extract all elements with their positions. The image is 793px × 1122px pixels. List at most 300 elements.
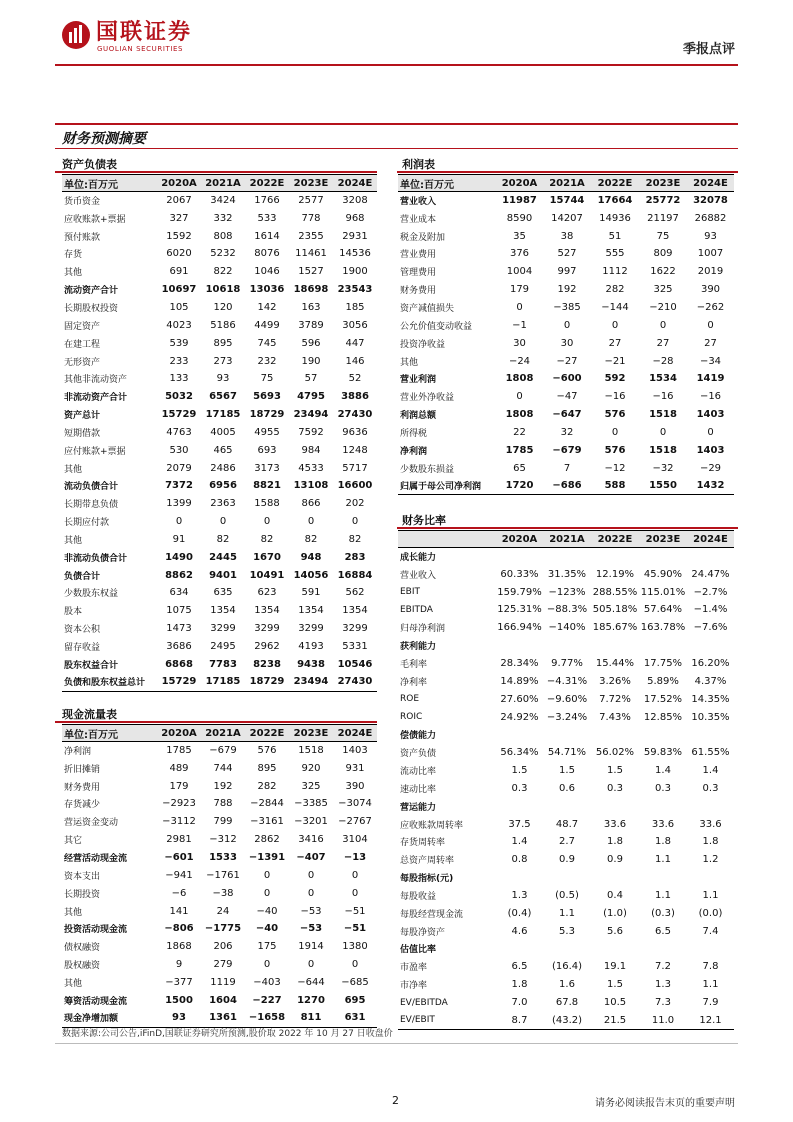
report-type: 季报点评 [682,42,735,57]
cell-value: 35 [513,230,526,242]
cell-value: 1119 [210,976,236,988]
cell-value: 192 [213,780,233,792]
cell-value: −377 [165,976,193,988]
cell-value: 693 [257,444,277,456]
cell-value: 691 [169,266,189,278]
row-label: 非流动资产合计 [64,393,128,404]
cell-value [591,797,639,815]
cell-value: 5186 [210,319,236,331]
table-row [398,299,734,317]
table-row [62,192,377,210]
cell-value: 576 [257,745,277,757]
cell-value: 1473 [166,623,192,635]
cell-value: 0 [707,319,714,331]
cell-value: 4955 [254,426,280,438]
cell-value: 51 [608,230,622,242]
table-row [398,1011,734,1029]
table-row [398,958,734,976]
cell-value: 5032 [165,391,193,403]
cell-value: 0.4 [607,889,623,901]
cell-value: 0 [351,869,359,881]
table-row [62,584,377,602]
row-label: 营业收入 [400,197,437,208]
cell-value: −679 [209,745,237,757]
cell-value: 15.44% [595,657,635,669]
cell-value: 1.8 [607,836,623,848]
row-label: 每股经营现金流 [400,909,464,920]
row-label: 流动比率 [400,767,437,778]
cell-value: 489 [169,762,189,774]
table-row [62,263,377,281]
cell-value: 3104 [342,834,368,846]
table-row [62,795,377,813]
cell-value: 1354 [254,605,280,617]
row-label: 存货 [64,250,83,261]
cash-flow-rule [55,721,377,723]
cell-value: −407 [296,851,326,863]
cell-value: 60.33% [500,568,539,580]
cell-value: (0.0) [698,907,723,919]
cell-value: 10697 [161,284,197,296]
table-row [62,920,377,938]
table-row [398,655,734,673]
cell-value: 14207 [551,212,583,224]
ratios-table [398,530,734,1030]
column-header-year: 2023E [289,175,333,192]
cell-value: 1007 [697,248,724,260]
row-label: 市净率 [400,981,428,992]
cell-value: 1.1 [655,889,671,901]
cell-value: 1046 [254,266,280,278]
cell-value: 2445 [209,551,237,563]
row-label: 长期投资 [64,889,101,900]
cell-value: 27.60% [500,693,539,705]
table-row [62,620,377,638]
row-label: 财务费用 [400,286,437,297]
cell-value: −28 [652,355,674,367]
cell-value: 327 [169,212,189,224]
row-label: 市盈率 [400,963,428,974]
cell-value: 447 [345,337,365,349]
cell-value: 4499 [254,319,280,331]
cell-value: 1004 [506,266,533,278]
cell-value: 10491 [249,569,285,581]
cell-value: 30 [560,337,574,349]
cell-value: 1.3 [511,889,528,901]
cell-value: 93 [157,1009,201,1027]
cell-value: −13 [343,851,367,863]
cell-value: 3173 [254,462,280,474]
cell-value: 984 [301,444,321,456]
cell-value: 82 [304,533,318,545]
cell-value: 288.55% [592,586,638,598]
cell-value: 0.8 [511,854,528,866]
row-label: 财务费用 [64,782,101,793]
table-row [398,904,734,922]
cell-value: 1.4 [511,836,528,848]
cell-value: 7.2 [655,961,671,973]
cell-value [543,797,591,815]
table-row [62,370,377,388]
cell-value: 1.5 [559,765,575,777]
cell-value [639,637,687,655]
cell-value: 0 [516,301,523,313]
table-row [62,406,377,424]
cell-value [639,548,687,566]
cell-value: 0.3 [702,782,719,794]
cell-value: 0 [307,887,315,899]
cell-value: 32 [560,426,574,438]
cell-value [687,726,734,744]
cell-value: 13108 [293,480,329,492]
row-label: 存货周转率 [400,838,446,849]
cell-value [543,548,591,566]
cell-value: 0 [219,516,227,528]
cell-value: 1.5 [607,979,623,991]
cell-value [687,548,734,566]
cell-value: 2486 [210,462,236,474]
section-title: 财务预测摘要 [62,131,146,147]
cell-value: 6.5 [655,925,671,937]
row-label: 每股净资产 [400,927,446,938]
column-header-unit: 单位:百万元 [62,175,157,192]
table-row [398,459,734,477]
cell-value: 948 [300,551,322,563]
row-label: 净利润 [64,747,92,758]
cell-value: 1403 [696,444,725,456]
cell-value: 18698 [293,284,329,296]
row-label: 每股收益 [400,891,437,902]
cell-value: 15729 [161,409,197,421]
cell-value: 8238 [253,658,281,670]
table-row [62,777,377,795]
cell-value: 7.43% [599,711,631,723]
row-label: 长期带息负债 [64,500,119,511]
cell-value: −2767 [338,816,372,828]
cell-value: −1775 [204,923,242,935]
cell-value [591,940,639,958]
row-label: 每股指标(元) [400,874,454,885]
cell-value: 5.3 [559,925,575,937]
table-row [398,477,734,495]
cell-value: 26882 [694,212,727,224]
footer-divider [55,1043,738,1044]
row-label: 净利润 [400,446,428,457]
cell-value: 0 [351,516,359,528]
cell-value: 2363 [210,498,236,510]
row-label: 其他 [400,357,419,368]
cell-value: −3161 [250,816,284,828]
cell-value: 1.5 [607,765,623,777]
cell-value: 163.78% [640,622,686,634]
cell-value: −4.31% [546,675,588,687]
cell-value: 811 [289,1009,333,1027]
cell-value: 4193 [298,641,324,653]
cell-value: 54.71% [547,747,587,759]
column-header-year: 2024E [687,175,734,192]
cell-value: −2844 [250,798,284,810]
cell-value: 22 [513,426,526,438]
cell-value: −51 [344,905,366,917]
column-header-year: 2021A [201,175,245,192]
table-row [398,227,734,245]
cell-value: 1270 [297,994,325,1006]
cell-value: 0.6 [559,782,575,794]
cell-value: 10.5 [603,997,627,1009]
cell-value: 0 [659,319,667,331]
row-label: 其他 [64,907,83,918]
cell-value: 1403 [696,409,725,421]
cell-value: 9 [175,959,183,971]
table-row [62,477,377,495]
cell-value: 25772 [645,195,681,207]
cell-value: −1761 [206,869,240,881]
cell-value [639,797,687,815]
cell-value: 799 [213,816,233,828]
cell-value [496,726,543,744]
cell-value: 325 [653,284,673,296]
cell-value: 631 [333,1009,377,1027]
cell-value: 283 [344,551,366,563]
table-row [398,690,734,708]
table-row [62,742,377,760]
cell-value: 232 [257,355,277,367]
cell-value: 5717 [342,462,368,474]
cell-value: 14056 [293,569,329,581]
header-divider [55,64,738,66]
row-label: ROIC [400,712,423,723]
cell-value: 1.1 [655,854,671,866]
row-label: 其他非流动资产 [64,375,128,386]
cell-value: 1914 [298,941,324,953]
cell-value: 555 [605,248,625,260]
table-row [62,813,377,831]
row-label: 应收账款周转率 [400,820,464,831]
column-header-year: 2023E [289,725,333,742]
cell-value: 33.6 [603,818,627,830]
cell-value: −2923 [162,798,196,810]
cell-value: 1.2 [702,854,719,866]
table-row [398,423,734,441]
table-row [62,441,377,459]
cell-value: −3074 [338,798,372,810]
cell-value: 3789 [298,319,324,331]
row-label: 净利率 [400,677,428,688]
cell-value: 591 [301,587,321,599]
cell-value: −941 [165,869,193,881]
cell-value: 1380 [342,941,368,953]
cell-value: 0 [263,887,271,899]
cell-value [591,637,639,655]
cell-value: −140% [548,622,586,634]
table-row [62,548,377,566]
row-label: 所得税 [400,428,428,439]
table-row [62,831,377,849]
cell-value: 17664 [597,195,633,207]
cell-value: 105 [169,301,189,313]
cell-value: 13036 [249,284,285,296]
cell-value: 3299 [210,623,236,635]
cell-value [543,940,591,958]
page-number: 2 [392,1094,399,1107]
cell-value: −600 [552,373,582,385]
cell-value: 1248 [342,444,368,456]
table-row [398,619,734,637]
cell-value: 2495 [210,641,236,653]
cell-value: −1 [512,319,527,331]
cell-value: −385 [553,301,581,313]
row-label: 营业外净收益 [400,393,455,404]
cell-value: 185 [345,301,365,313]
cell-value: 1518 [298,745,324,757]
table-row [398,637,734,655]
cell-value: 10.35% [691,711,730,723]
row-label: 债权融资 [64,943,101,954]
cell-value [496,637,543,655]
cell-value: 28.34% [500,657,539,669]
cell-value: −1.4% [693,604,728,616]
column-header-unit [398,531,496,548]
cell-value: 5232 [210,248,236,260]
cell-value: 6020 [166,248,192,260]
cell-value: 968 [345,212,365,224]
column-header-year: 2023E [639,531,687,548]
cell-value: 2079 [166,462,192,474]
cell-value: 1534 [649,373,677,385]
row-label: 投资活动现金流 [64,925,128,936]
cell-value: −601 [164,851,194,863]
column-header-unit: 单位:百万元 [398,175,496,192]
row-label: 总资产周转率 [400,856,455,867]
cell-value: 120 [213,301,233,313]
table-header-row [62,175,377,192]
cell-value: 24.92% [500,711,539,723]
section-divider-top [55,123,738,125]
row-label: 速动比率 [400,784,437,795]
cell-value: 1808 [505,373,534,385]
table-row [62,991,377,1009]
cell-value: 4533 [298,462,324,474]
row-label: 负债合计 [64,571,101,582]
cell-value: 7783 [209,658,237,670]
table-row [62,423,377,441]
cell-value: 133 [169,373,189,385]
cell-value: 93 [704,230,717,242]
cell-value: 788 [213,798,233,810]
cell-value: −53 [299,923,323,935]
table-row [62,459,377,477]
row-label: 管理费用 [400,268,437,279]
cell-value: 38 [560,230,574,242]
cell-value: 6.5 [511,961,528,973]
cell-value: 4023 [166,319,192,331]
cell-value: 12.1 [687,1011,734,1029]
company-logo-english: GUOLIAN SECURITIES [97,45,184,53]
cell-value: −53 [300,905,322,917]
column-header-year: 2020A [157,175,201,192]
row-label: 营业成本 [400,214,437,225]
cell-value: −9.60% [546,693,588,705]
cell-value: 592 [604,373,626,385]
row-label: 归属于母公司净利润 [398,477,496,495]
cell-value: −3201 [294,816,328,828]
cell-value: 17185 [205,409,241,421]
cell-value: 6567 [209,391,237,403]
table-row [398,334,734,352]
cell-value: −312 [209,834,237,846]
company-logo-icon [61,20,91,50]
cell-value: 1.8 [655,836,671,848]
cell-value: 14.89% [500,675,539,687]
cell-value: 1354 [342,605,368,617]
cell-value: 8862 [165,569,193,581]
cell-value: 332 [213,212,233,224]
cell-value: 233 [169,355,189,367]
cell-value: 0 [307,516,315,528]
row-label: 资产总计 [64,411,101,422]
cell-value: 1622 [650,266,676,278]
table-row [62,316,377,334]
table-row [62,209,377,227]
table-row [62,866,377,884]
cell-value: −16 [699,391,722,403]
cell-value: 1075 [166,605,192,617]
row-label: 其他 [64,535,83,546]
cell-value: 2355 [298,230,324,242]
cell-value: 634 [169,587,189,599]
table-row [62,299,377,317]
cell-value: (0.5) [555,889,579,901]
table-row [62,245,377,263]
row-label: 其他 [64,464,83,475]
cell-value: 15744 [549,195,585,207]
cell-value: 1500 [165,994,193,1006]
cell-value: 9.77% [551,657,583,669]
cell-value: 57.64% [643,604,683,616]
cell-value: 1361 [201,1009,245,1027]
table-row [398,976,734,994]
cell-value: 67.8 [555,997,579,1009]
cell-value: 9438 [297,658,325,670]
cell-value: 65 [513,462,526,474]
table-row [62,956,377,974]
table-row [398,797,734,815]
cell-value [543,726,591,744]
table-row [398,281,734,299]
cell-value: 0.3 [607,782,623,794]
cell-value: 279 [213,959,233,971]
cell-value [687,869,734,887]
cell-value: 27 [704,337,717,349]
cell-value: 5.89% [647,675,679,687]
cell-value: −40 [256,905,278,917]
cell-value: 1354 [298,605,324,617]
table-row [62,673,377,691]
cell-value: −51 [343,923,367,935]
cell-value: 530 [169,444,189,456]
cell-value: 0 [263,959,271,971]
cell-value: 45.90% [643,568,683,580]
table-row [398,441,734,459]
cell-value: 539 [169,337,189,349]
table-row [62,352,377,370]
cell-value: 0 [611,426,619,438]
cell-value: 4.37% [694,675,727,687]
cell-value: 23494 [289,673,333,691]
cell-value: −38 [212,887,234,899]
cell-value: 202 [345,498,365,510]
balance-sheet-table [62,174,377,692]
